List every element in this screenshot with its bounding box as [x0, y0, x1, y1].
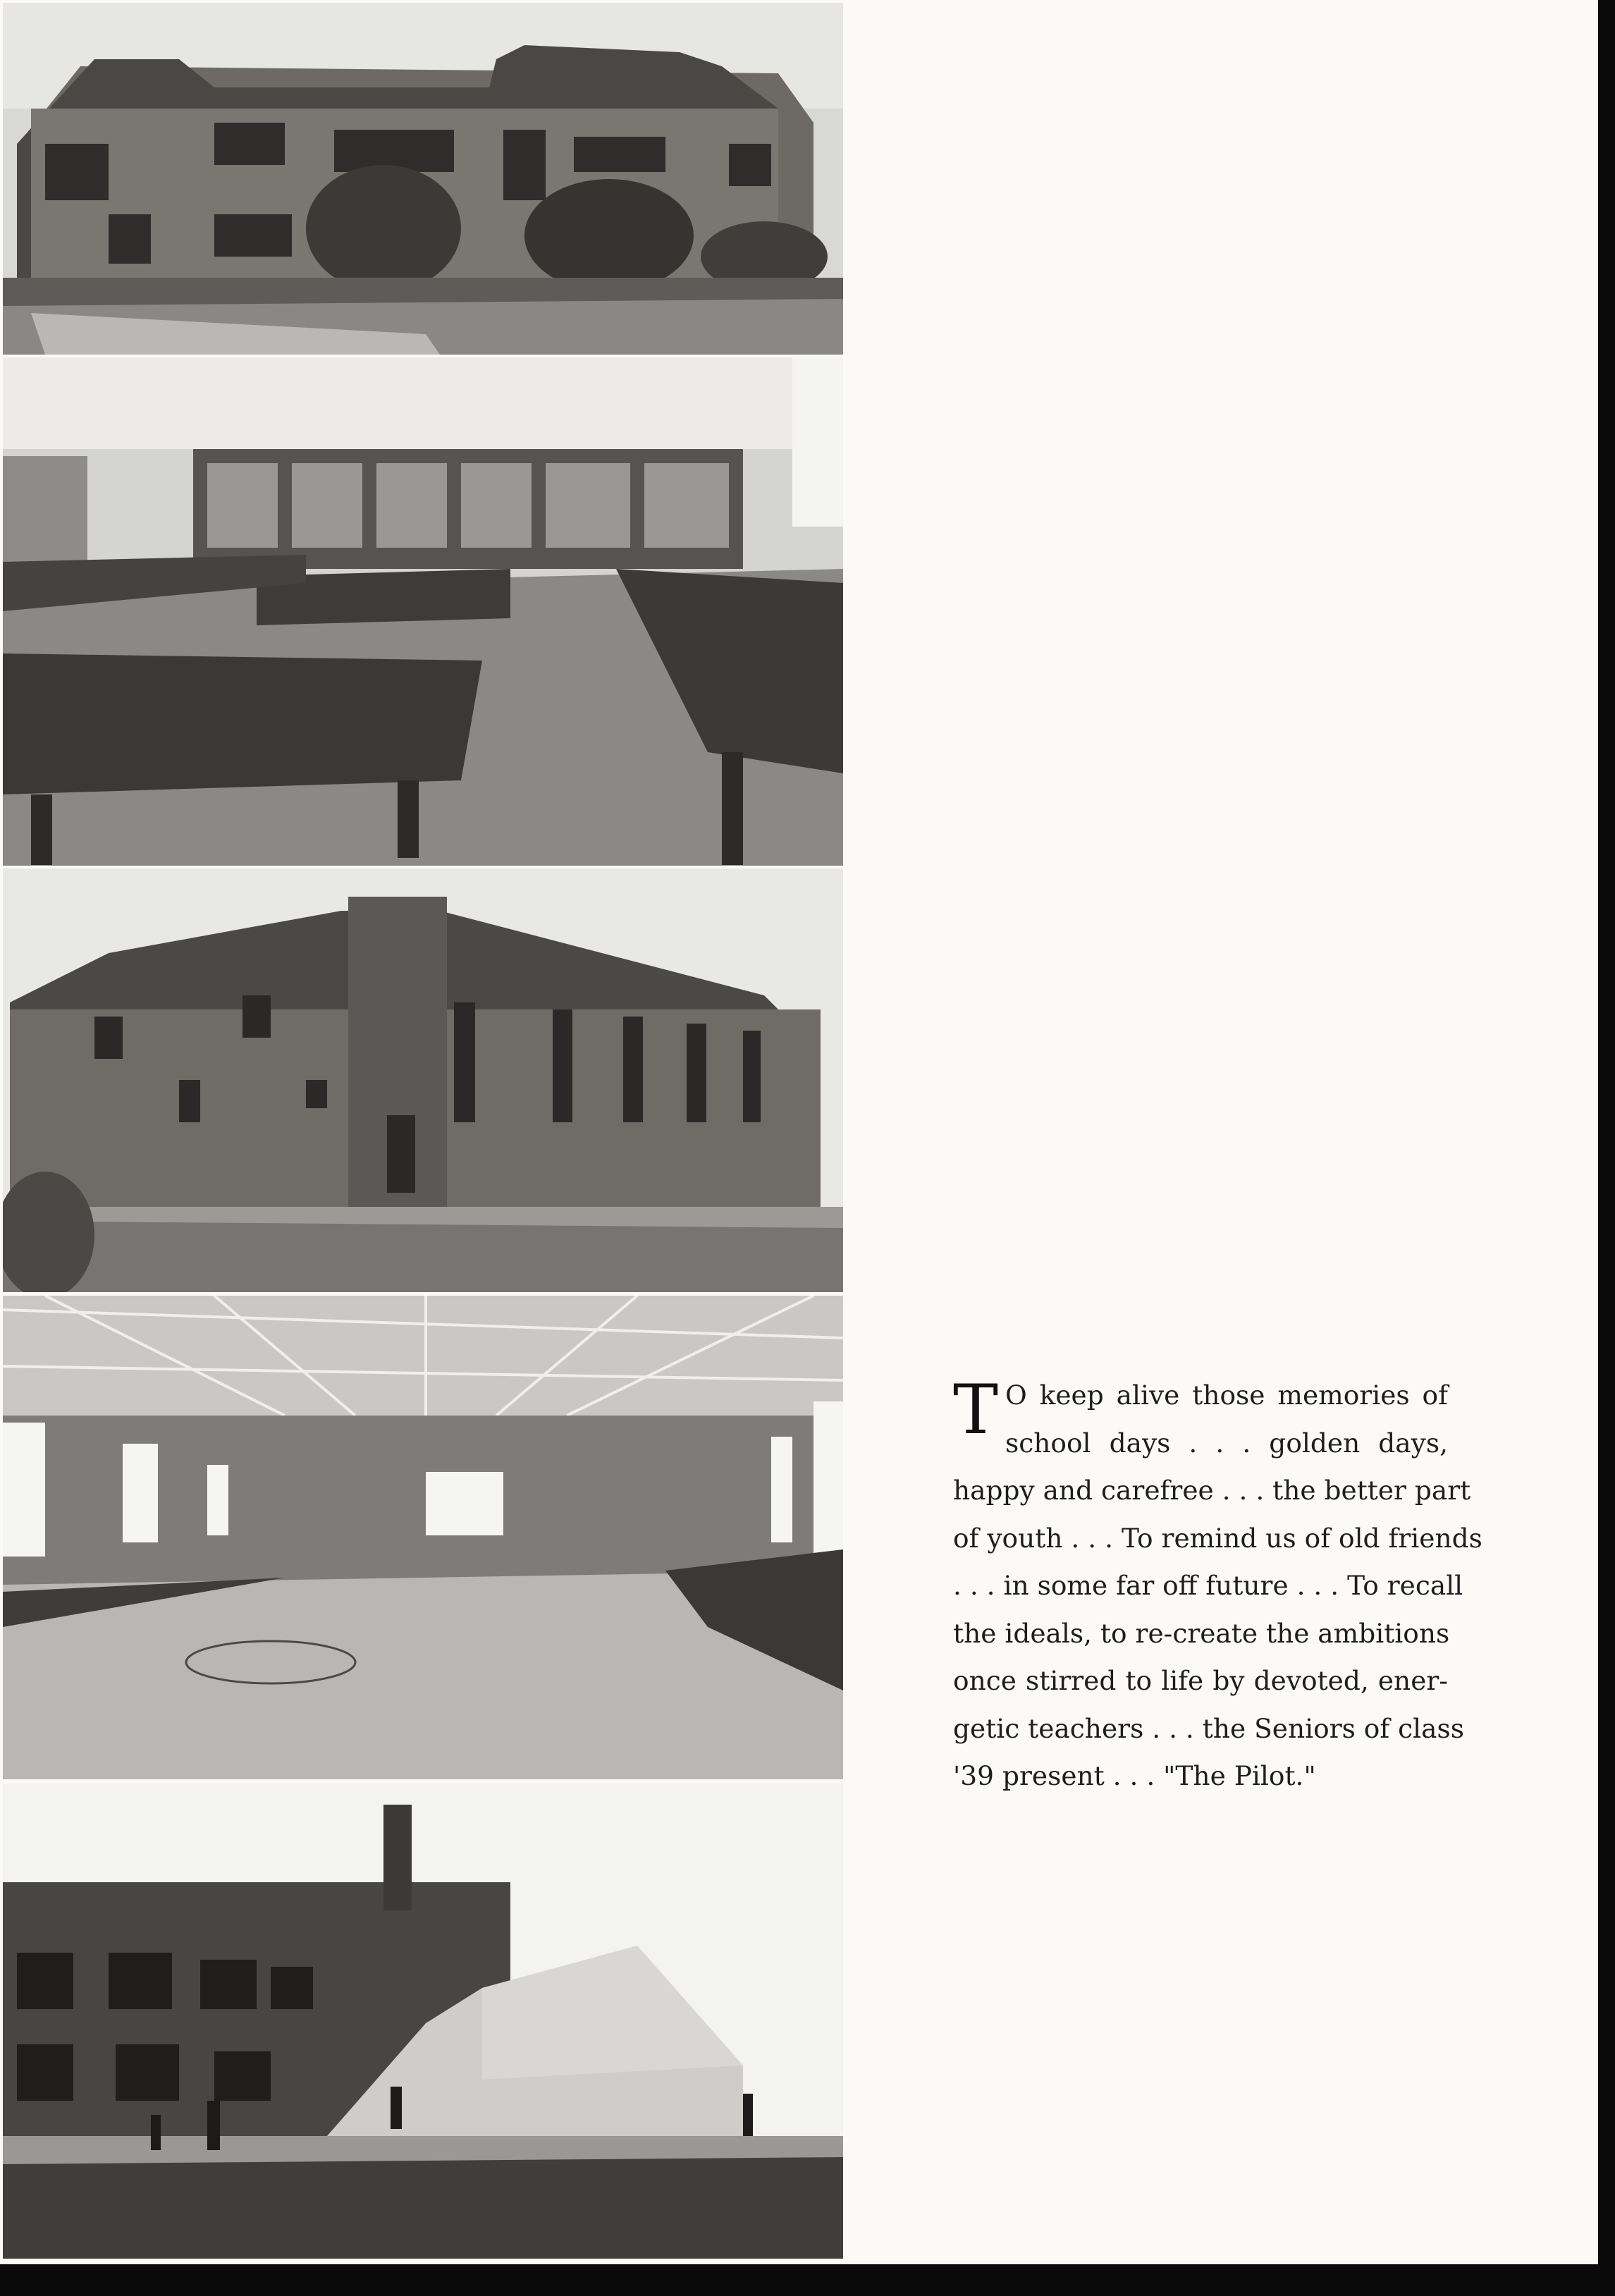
- drop-cap: T: [953, 1370, 999, 1449]
- intro-line-5: . . . in some far off future . . . To recall: [953, 1570, 1463, 1601]
- photo-gym-exterior: [3, 868, 843, 1292]
- intro-line-8: getic teachers . . . the Seniors of class: [953, 1712, 1465, 1744]
- intro-line-6: the ideals, to re-create the ambitions: [953, 1617, 1450, 1649]
- photo-school-exterior: [3, 3, 843, 355]
- intro-line-9: '39 present . . . "The Pilot.": [953, 1760, 1316, 1791]
- intro-line-4: of youth . . . To remind us of old friends: [953, 1522, 1482, 1554]
- school-yard-image: [3, 1784, 843, 2259]
- scan-border-bottom: [0, 2264, 1615, 2296]
- school-exterior-image: [3, 3, 843, 355]
- intro-line-3: happy and carefree . . . the better part: [953, 1475, 1471, 1506]
- intro-paragraph: [953, 1370, 1482, 1800]
- intro-line-1-text: O keep alive those memories of: [1005, 1380, 1448, 1411]
- intro-line-2: school days . . . golden days,: [1005, 1427, 1448, 1459]
- photo-school-yard: [3, 1784, 843, 2259]
- gym-interior-image: [3, 1296, 843, 1779]
- classroom-image: [3, 357, 843, 866]
- intro-line-7: once stirred to life by devoted, ener-: [953, 1665, 1448, 1696]
- photo-gym-interior: [3, 1296, 843, 1779]
- photo-classroom: [3, 357, 843, 866]
- gym-exterior-image: [3, 868, 843, 1292]
